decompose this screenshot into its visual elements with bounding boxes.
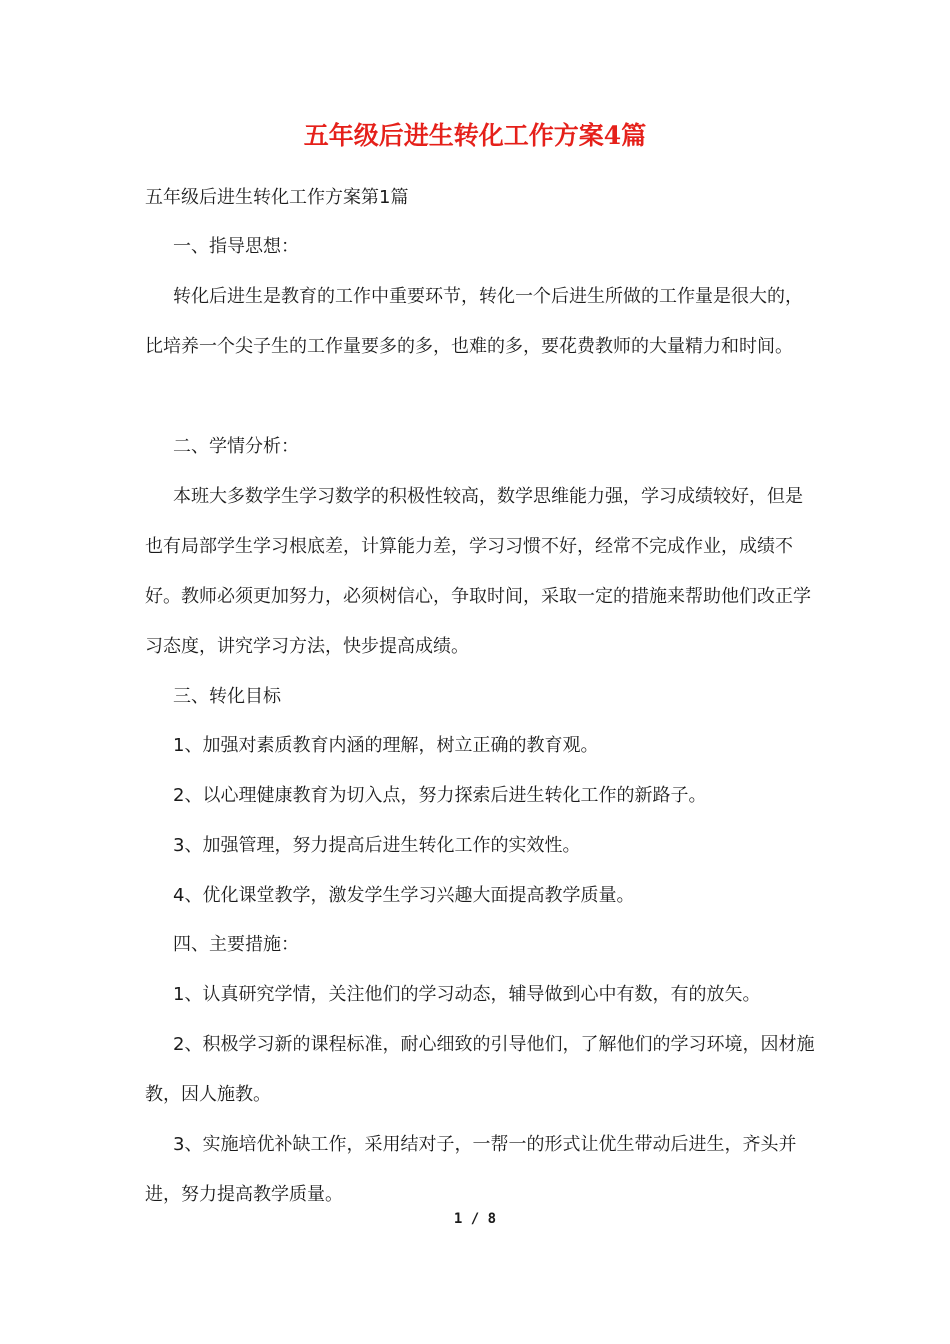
- page-indicator: 1 / 8: [453, 1211, 497, 1227]
- goal-item-4: 4、优化课堂教学，激发学生学习兴趣大面提高教学质量。: [173, 885, 635, 906]
- goal-item-1: 1、加强对素质教育内涵的理解，树立正确的教育观。: [173, 735, 599, 756]
- section2-heading: 二、学情分析：: [173, 436, 299, 457]
- goal-item-3: 3、加强管理，努力提高后进生转化工作的实效性。: [173, 835, 581, 856]
- section1-heading: 一、指导思想：: [173, 236, 299, 257]
- document-subtitle: 五年级后进生转化工作方案第1篇: [145, 187, 409, 208]
- measure-item-1: 1、认真研究学情，关注他们的学习动态，辅导做到心中有数，有的放矢。: [173, 984, 761, 1005]
- goal-item-2: 2、以心理健康教育为切入点，努力探索后进生转化工作的新路子。: [173, 785, 707, 806]
- section1-body: 转化后进生是教育的工作中重要环节，转化一个后进生所做的工作量是很大的，比培养一个尖子生的工作量要多的多，也难的多，要花费教师的大量精力和时间。: [145, 286, 803, 357]
- section4-heading: 四、主要措施：: [173, 934, 299, 955]
- section2-body: 本班大多数学生学习数学的积极性较高，数学思维能力强，学习成绩较好，但是也有局部学生学习根底差，计算能力差，学习习惯不好，经常不完成作业，成绩不好。教师必须更加努力，必须树信心，争取时间，采取一定的措施来帮助他们改正学习态度，讲究学习方法，快步提高成绩。: [145, 486, 811, 657]
- section3-heading: 三、转化目标: [173, 686, 281, 707]
- document-title: 五年级后进生转化工作方案4篇: [303, 121, 647, 150]
- measure-item-3: 3、实施培优补缺工作，采用结对子，一帮一的形式让优生带动后进生，齐头并进，努力提高教学质量。: [145, 1134, 797, 1205]
- measure-item-2: 2、积极学习新的课程标准，耐心细致的引导他们，了解他们的学习环境，因材施教，因人施教。: [145, 1034, 815, 1105]
